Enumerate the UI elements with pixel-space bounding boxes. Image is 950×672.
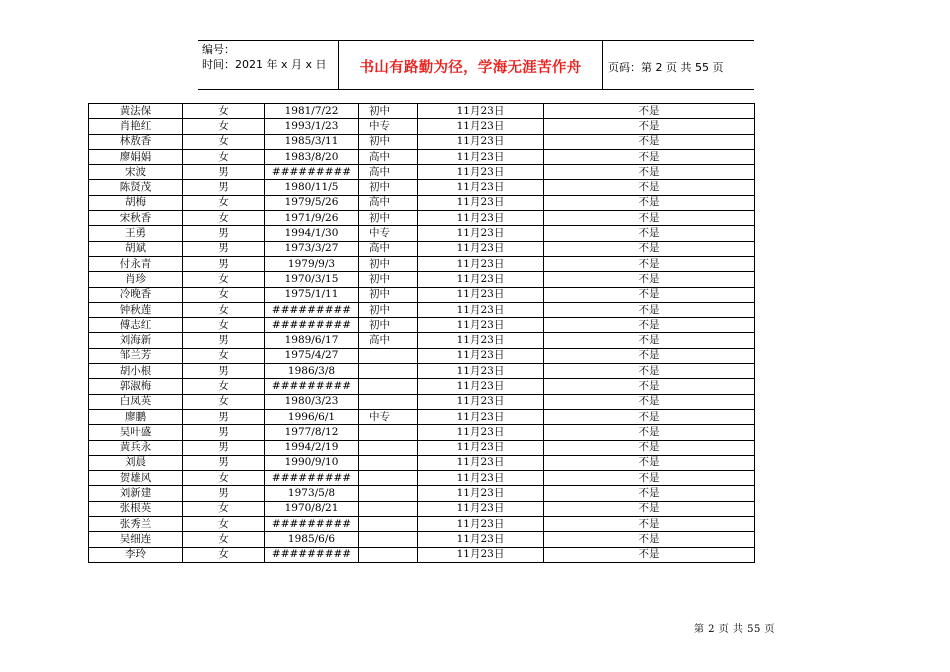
table-row <box>89 409 755 424</box>
education-cell: 初中 <box>359 287 418 302</box>
status-cell: 不是 <box>544 517 755 532</box>
education-cell <box>359 379 418 394</box>
name-cell: 冷晚香 <box>89 287 183 302</box>
birthdate-cell: 1979/5/26 <box>265 195 359 210</box>
table-row <box>89 547 755 562</box>
header-page-code: 页码：第 2 页 共 55 页 <box>608 61 724 74</box>
status-cell: 不是 <box>544 379 755 394</box>
status-cell: 不是 <box>544 149 755 164</box>
table-row <box>89 333 755 348</box>
status-cell: 不是 <box>544 425 755 440</box>
education-cell <box>359 501 418 516</box>
date-cell: 11月23日 <box>418 425 544 440</box>
document-header <box>198 40 754 90</box>
gender-cell: 女 <box>183 318 265 333</box>
gender-cell: 女 <box>183 517 265 532</box>
name-cell: 胡梅 <box>89 195 183 210</box>
name-cell: 廖娟娟 <box>89 149 183 164</box>
table-row <box>89 425 755 440</box>
status-cell: 不是 <box>544 180 755 195</box>
date-cell: 11月23日 <box>418 211 544 226</box>
birthdate-cell: 1983/8/20 <box>265 149 359 164</box>
date-cell: 11月23日 <box>418 302 544 317</box>
date-cell: 11月23日 <box>418 119 544 134</box>
date-cell: 11月23日 <box>418 501 544 516</box>
birthdate-cell: 1980/11/5 <box>265 180 359 195</box>
status-cell: 不是 <box>544 532 755 547</box>
status-cell: 不是 <box>544 272 755 287</box>
date-cell: 11月23日 <box>418 379 544 394</box>
education-cell: 高中 <box>359 165 418 180</box>
name-cell: 宋秋香 <box>89 211 183 226</box>
gender-cell: 男 <box>183 226 265 241</box>
date-cell: 11月23日 <box>418 226 544 241</box>
name-cell: 刘海新 <box>89 333 183 348</box>
education-cell <box>359 440 418 455</box>
name-cell: 张根英 <box>89 501 183 516</box>
name-cell: 钟秋莲 <box>89 302 183 317</box>
time-label: 时间：2021 年 x 月 x 日 <box>202 58 327 71</box>
date-cell: 11月23日 <box>418 333 544 348</box>
education-cell <box>359 471 418 486</box>
birthdate-cell: 1970/8/21 <box>265 501 359 516</box>
table-row <box>89 180 755 195</box>
gender-cell: 女 <box>183 287 265 302</box>
table-row <box>89 532 755 547</box>
status-cell: 不是 <box>544 471 755 486</box>
table-row <box>89 226 755 241</box>
status-cell: 不是 <box>544 165 755 180</box>
name-cell: 宋波 <box>89 165 183 180</box>
birthdate-cell: 1994/1/30 <box>265 226 359 241</box>
birthdate-cell: ######### <box>265 517 359 532</box>
name-cell: 邹兰芳 <box>89 348 183 363</box>
table-row <box>89 486 755 501</box>
date-cell: 11月23日 <box>418 364 544 379</box>
birthdate-cell: ######### <box>265 379 359 394</box>
table-row <box>89 302 755 317</box>
date-cell: 11月23日 <box>418 547 544 562</box>
birthdate-cell: 1977/8/12 <box>265 425 359 440</box>
gender-cell: 男 <box>183 165 265 180</box>
gender-cell: 女 <box>183 501 265 516</box>
education-cell: 初中 <box>359 104 418 119</box>
education-cell <box>359 547 418 562</box>
education-cell <box>359 486 418 501</box>
date-cell: 11月23日 <box>418 348 544 363</box>
birthdate-cell: 1973/5/8 <box>265 486 359 501</box>
gender-cell: 女 <box>183 195 265 210</box>
code-label: 编号： <box>202 43 235 56</box>
table-row <box>89 471 755 486</box>
table-row <box>89 517 755 532</box>
status-cell: 不是 <box>544 195 755 210</box>
gender-cell: 女 <box>183 348 265 363</box>
education-cell: 高中 <box>359 333 418 348</box>
date-cell: 11月23日 <box>418 195 544 210</box>
date-cell: 11月23日 <box>418 241 544 256</box>
status-cell: 不是 <box>544 547 755 562</box>
page-footer: 第 2 页 共 55 页 <box>694 624 775 635</box>
gender-cell: 女 <box>183 272 265 287</box>
name-cell: 胡斌 <box>89 241 183 256</box>
status-cell: 不是 <box>544 302 755 317</box>
date-cell: 11月23日 <box>418 440 544 455</box>
education-cell <box>359 364 418 379</box>
table-row <box>89 149 755 164</box>
name-cell: 吴叶盛 <box>89 425 183 440</box>
birthdate-cell: 1973/3/27 <box>265 241 359 256</box>
education-cell: 高中 <box>359 149 418 164</box>
birthdate-cell: 1990/9/10 <box>265 455 359 470</box>
name-cell: 付永青 <box>89 256 183 271</box>
gender-cell: 男 <box>183 180 265 195</box>
roster-body <box>89 104 755 563</box>
gender-cell: 女 <box>183 532 265 547</box>
education-cell: 中专 <box>359 226 418 241</box>
date-cell: 11月23日 <box>418 134 544 149</box>
name-cell: 傅志红 <box>89 318 183 333</box>
gender-cell: 女 <box>183 134 265 149</box>
gender-cell: 女 <box>183 119 265 134</box>
name-cell: 肖珍 <box>89 272 183 287</box>
name-cell: 张秀兰 <box>89 517 183 532</box>
status-cell: 不是 <box>544 364 755 379</box>
gender-cell: 女 <box>183 547 265 562</box>
status-cell: 不是 <box>544 104 755 119</box>
table-row <box>89 501 755 516</box>
roster-table <box>88 103 755 563</box>
birthdate-cell: 1980/3/23 <box>265 394 359 409</box>
name-cell: 肖艳红 <box>89 119 183 134</box>
table-row <box>89 287 755 302</box>
name-cell: 林敖香 <box>89 134 183 149</box>
table-row <box>89 211 755 226</box>
table-row <box>89 379 755 394</box>
name-cell: 陈贤茂 <box>89 180 183 195</box>
birthdate-cell: 1985/3/11 <box>265 134 359 149</box>
header-meta <box>202 42 327 72</box>
status-cell: 不是 <box>544 501 755 516</box>
birthdate-cell: 1985/6/6 <box>265 532 359 547</box>
status-cell: 不是 <box>544 256 755 271</box>
education-cell <box>359 394 418 409</box>
name-cell: 刘晨 <box>89 455 183 470</box>
date-cell: 11月23日 <box>418 180 544 195</box>
education-cell <box>359 425 418 440</box>
status-cell: 不是 <box>544 241 755 256</box>
status-cell: 不是 <box>544 211 755 226</box>
table-row <box>89 394 755 409</box>
gender-cell: 男 <box>183 455 265 470</box>
name-cell: 贺雄风 <box>89 471 183 486</box>
status-cell: 不是 <box>544 486 755 501</box>
status-cell: 不是 <box>544 226 755 241</box>
gender-cell: 女 <box>183 379 265 394</box>
education-cell <box>359 517 418 532</box>
table-row <box>89 455 755 470</box>
name-cell: 白凤英 <box>89 394 183 409</box>
date-cell: 11月23日 <box>418 455 544 470</box>
birthdate-cell: ######### <box>265 547 359 562</box>
table-row <box>89 119 755 134</box>
gender-cell: 女 <box>183 149 265 164</box>
date-cell: 11月23日 <box>418 532 544 547</box>
header-divider-left <box>338 41 339 89</box>
table-row <box>89 272 755 287</box>
name-cell: 黄法保 <box>89 104 183 119</box>
birthdate-cell: 1981/7/22 <box>265 104 359 119</box>
birthdate-cell: 1979/9/3 <box>265 256 359 271</box>
date-cell: 11月23日 <box>418 287 544 302</box>
name-cell: 刘新建 <box>89 486 183 501</box>
name-cell: 廖鹏 <box>89 409 183 424</box>
gender-cell: 男 <box>183 409 265 424</box>
table-row <box>89 165 755 180</box>
education-cell: 高中 <box>359 195 418 210</box>
name-cell: 李玲 <box>89 547 183 562</box>
status-cell: 不是 <box>544 348 755 363</box>
name-cell: 吴细连 <box>89 532 183 547</box>
gender-cell: 男 <box>183 425 265 440</box>
status-cell: 不是 <box>544 440 755 455</box>
date-cell: 11月23日 <box>418 486 544 501</box>
table-row <box>89 348 755 363</box>
birthdate-cell: 1986/3/8 <box>265 364 359 379</box>
date-cell: 11月23日 <box>418 165 544 180</box>
status-cell: 不是 <box>544 409 755 424</box>
education-cell: 初中 <box>359 318 418 333</box>
status-cell: 不是 <box>544 394 755 409</box>
education-cell: 初中 <box>359 302 418 317</box>
birthdate-cell: 1975/4/27 <box>265 348 359 363</box>
table-row <box>89 256 755 271</box>
table-row <box>89 134 755 149</box>
education-cell <box>359 532 418 547</box>
education-cell <box>359 455 418 470</box>
name-cell: 黄兵永 <box>89 440 183 455</box>
status-cell: 不是 <box>544 318 755 333</box>
birthdate-cell: 1975/1/11 <box>265 287 359 302</box>
date-cell: 11月23日 <box>418 394 544 409</box>
name-cell: 郭淑梅 <box>89 379 183 394</box>
education-cell: 中专 <box>359 409 418 424</box>
table-row <box>89 364 755 379</box>
education-cell: 高中 <box>359 241 418 256</box>
education-cell: 初中 <box>359 272 418 287</box>
gender-cell: 男 <box>183 333 265 348</box>
gender-cell: 女 <box>183 104 265 119</box>
table-row <box>89 104 755 119</box>
gender-cell: 男 <box>183 256 265 271</box>
birthdate-cell: 1970/3/15 <box>265 272 359 287</box>
education-cell: 初中 <box>359 211 418 226</box>
table-row <box>89 195 755 210</box>
name-cell: 王勇 <box>89 226 183 241</box>
birthdate-cell: 1996/6/1 <box>265 409 359 424</box>
name-cell: 胡小根 <box>89 364 183 379</box>
birthdate-cell: ######### <box>265 302 359 317</box>
gender-cell: 男 <box>183 364 265 379</box>
table-row <box>89 440 755 455</box>
status-cell: 不是 <box>544 333 755 348</box>
date-cell: 11月23日 <box>418 256 544 271</box>
birthdate-cell: ######### <box>265 471 359 486</box>
status-cell: 不是 <box>544 134 755 149</box>
status-cell: 不是 <box>544 287 755 302</box>
birthdate-cell: 1989/6/17 <box>265 333 359 348</box>
header-divider-right <box>602 41 603 89</box>
gender-cell: 男 <box>183 440 265 455</box>
education-cell <box>359 348 418 363</box>
birthdate-cell: 1994/2/19 <box>265 440 359 455</box>
status-cell: 不是 <box>544 455 755 470</box>
gender-cell: 男 <box>183 486 265 501</box>
table-row <box>89 241 755 256</box>
date-cell: 11月23日 <box>418 272 544 287</box>
gender-cell: 女 <box>183 394 265 409</box>
birthdate-cell: ######### <box>265 165 359 180</box>
gender-cell: 女 <box>183 471 265 486</box>
birthdate-cell: ######### <box>265 318 359 333</box>
education-cell: 中专 <box>359 119 418 134</box>
date-cell: 11月23日 <box>418 517 544 532</box>
date-cell: 11月23日 <box>418 149 544 164</box>
gender-cell: 女 <box>183 211 265 226</box>
date-cell: 11月23日 <box>418 318 544 333</box>
status-cell: 不是 <box>544 119 755 134</box>
gender-cell: 男 <box>183 241 265 256</box>
date-cell: 11月23日 <box>418 409 544 424</box>
gender-cell: 女 <box>183 302 265 317</box>
date-cell: 11月23日 <box>418 104 544 119</box>
birthdate-cell: 1971/9/26 <box>265 211 359 226</box>
header-motto: 书山有路勤为径，学海无涯苦作舟 <box>359 60 582 76</box>
date-cell: 11月23日 <box>418 471 544 486</box>
table-row <box>89 318 755 333</box>
birthdate-cell: 1993/1/23 <box>265 119 359 134</box>
education-cell: 初中 <box>359 180 418 195</box>
education-cell: 初中 <box>359 256 418 271</box>
education-cell: 初中 <box>359 134 418 149</box>
